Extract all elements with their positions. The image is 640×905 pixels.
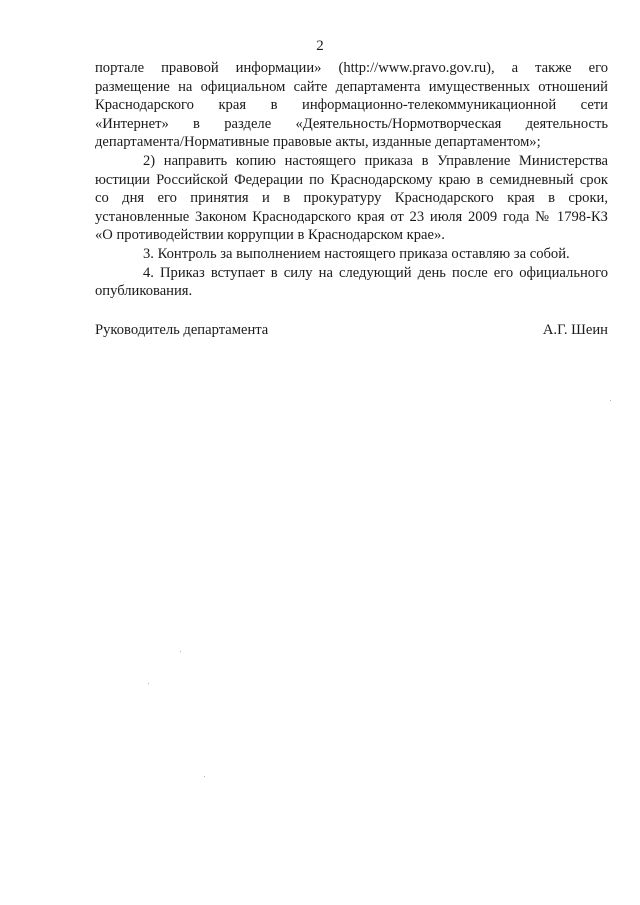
paragraph-publication bbox=[95, 59, 608, 152]
paragraph-item-3 bbox=[95, 245, 608, 264]
signatory-name: А.Г. Шеин bbox=[542, 322, 608, 338]
scan-speck bbox=[204, 776, 205, 777]
text-line: «О противодействии коррупции в Краснодарском крае». bbox=[95, 227, 445, 244]
text-line: установленные Законом Краснодарского края от 23 июля 2009 года № 1798-КЗ bbox=[95, 208, 608, 225]
page-number: 2 bbox=[316, 38, 324, 54]
text-line: 4. Приказ вступает в силу на следующий день после его официального bbox=[143, 264, 608, 281]
text-line: размещение на официальном сайте департамента имущественных отношений bbox=[95, 78, 608, 95]
text-line: опубликования. bbox=[95, 283, 193, 300]
scan-speck bbox=[148, 683, 149, 684]
scan-speck bbox=[610, 400, 611, 401]
text-line: департамента/Нормативные правовые акты, изданные департаментом»; bbox=[95, 134, 541, 151]
document-body bbox=[95, 59, 608, 301]
text-line: 2) направить копию настоящего приказа в Управление Министерства bbox=[143, 152, 608, 169]
scan-speck bbox=[180, 651, 181, 652]
signatory-position: Руководитель департамента bbox=[95, 322, 269, 338]
signature-block bbox=[95, 322, 608, 339]
text-line: со дня его принятия и в прокуратуру Краснодарского края в сроки, bbox=[95, 190, 608, 207]
text-line: Краснодарского края в информационно-телекоммуникационной сети bbox=[95, 97, 608, 114]
text-line: 3. Контроль за выполнением настоящего приказа оставляю за собой. bbox=[143, 245, 570, 262]
text-line: юстиции Российской Федерации по Краснодарскому краю в семидневный срок bbox=[95, 171, 608, 188]
text-line: «Интернет» в разделе «Деятельность/Нормотворческая деятельность bbox=[95, 115, 608, 132]
text-line: порталe правовой информации» (http://www.pravo.gov.ru), а также его bbox=[95, 60, 608, 76]
paragraph-item-2 bbox=[95, 152, 608, 245]
paragraph-item-4 bbox=[95, 264, 608, 301]
